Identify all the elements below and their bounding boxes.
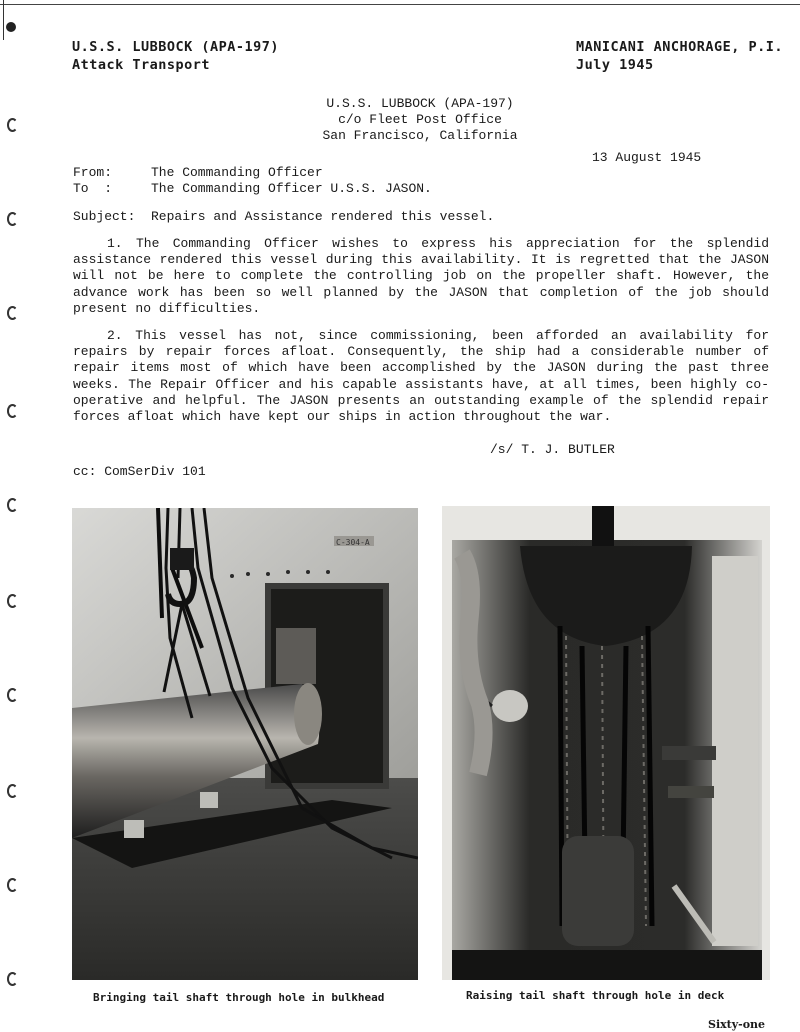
photo-deck	[442, 506, 770, 980]
subject-value: Repairs and Assistance rendered this vessel.	[151, 209, 495, 224]
binder-hole-mark	[7, 784, 18, 798]
from-value: The Commanding Officer	[151, 165, 323, 180]
letterhead-line2: c/o Fleet Post Office	[338, 112, 502, 127]
ship-type: Attack Transport	[72, 57, 211, 73]
cc-line: cc: ComSerDiv 101	[73, 464, 206, 479]
letterhead	[0, 96, 800, 144]
from-label: From:	[73, 165, 113, 180]
signature: /s/ T. J. BUTLER	[490, 442, 615, 457]
letterhead-line3: San Francisco, California	[322, 128, 518, 143]
binder-hole-mark	[7, 404, 18, 418]
binder-hole-mark	[7, 212, 18, 226]
photo-bulkhead-illustration	[72, 508, 418, 980]
page-left-rule	[3, 0, 4, 40]
subject-label: Subject:	[73, 209, 136, 224]
binder-hole-mark	[6, 22, 16, 32]
stencil-label: C-304-A	[336, 538, 370, 547]
page-number: Sixty-one	[708, 1018, 766, 1031]
binder-hole-mark	[7, 498, 18, 512]
to-label: To :	[73, 181, 113, 196]
paragraph-2: 2. This vessel has not, since commissioning, been afforded an availability for repairs by repair forces afloat. Consequently, the ship had a considerable number of repair items most of which have been accomplished by the JASON during the past three weeks. The Repair Officer and his capable assistants have, at all times, been highly co-operative and helpful. The JASON presents an outstanding example of the splendid repair forces afloat which have kept our ships in action throughout the war.	[73, 328, 769, 425]
caption-right: Raising tail shaft through hole in deck	[466, 989, 725, 1002]
binder-hole-mark	[7, 688, 18, 702]
photo-deck-illustration	[442, 506, 770, 980]
header-date: July 1945	[576, 57, 654, 73]
letterhead-line1: U.S.S. LUBBOCK (APA-197)	[326, 96, 514, 111]
location-header	[576, 38, 783, 74]
binder-hole-mark	[7, 306, 18, 320]
ship-header	[72, 38, 279, 74]
binder-hole-mark	[7, 878, 18, 892]
to-value: The Commanding Officer U.S.S. JASON.	[151, 181, 432, 196]
binder-hole-mark	[7, 972, 18, 986]
caption-left: Bringing tail shaft through hole in bulkhead	[93, 991, 385, 1004]
binder-hole-mark	[7, 594, 18, 608]
ship-name: U.S.S. LUBBOCK (APA-197)	[72, 39, 280, 55]
photo-bulkhead	[72, 508, 418, 980]
letter-date: 13 August 1945	[592, 150, 702, 165]
paragraph-1: 1. The Commanding Officer wishes to express his appreciation for the splendid assistance rendered this vessel during this availability. It is regretted that the JASON will not be here to complete the controlling job on the propeller shaft. However, the advance work has been so well planned by the JASON that completion of the job should present no difficulties.	[73, 236, 769, 316]
location: MANICANI ANCHORAGE, P.I.	[576, 39, 784, 55]
page-top-rule	[0, 4, 800, 5]
